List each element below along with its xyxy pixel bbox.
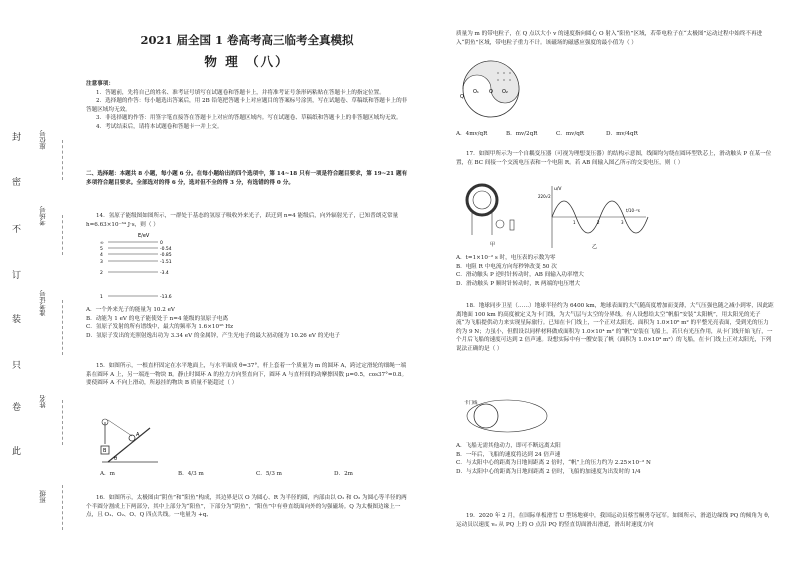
- right-column: [456, 0, 774, 562]
- karman-line-diagram: [462, 396, 552, 436]
- figure-a-tag: 甲: [490, 242, 496, 248]
- class-label: 班级: [39, 490, 47, 503]
- write-line: [62, 300, 63, 355]
- yang-region: [463, 61, 519, 103]
- q16-option-d: D．mv/4qR: [606, 131, 638, 137]
- tick-label: 2: [597, 220, 600, 225]
- level-e: -13.6: [160, 295, 172, 300]
- note-item: 2．选择题的作答：每小题选出答案后，用 2B 铅笔把答题卡上对应题目的答案标号涂黑，写在试题卷、草稿纸和答题卡上的非答题区域均无效。: [86, 98, 408, 113]
- graph-peak: 220√2: [538, 194, 551, 199]
- toroid-inner: [473, 191, 491, 209]
- binding-char: 不: [12, 225, 22, 235]
- binding-char: 此: [12, 447, 22, 457]
- q15-option-a: A．m: [100, 471, 115, 477]
- q16-option-a: A．4mv/qR: [456, 131, 488, 137]
- note-item: 3．非选择题的作答：用签字笔直接答在答题卡上对应的答题区域内。写在试题卷、草稿纸和答题卡上的非答题区域均无效。: [96, 115, 402, 122]
- orbit: [467, 400, 547, 432]
- q15-option-b: B．4/3 m: [178, 471, 204, 477]
- resistor-r: [510, 220, 514, 230]
- level-e: -1.51: [160, 260, 172, 265]
- field-dot: [503, 79, 504, 80]
- tick-label: 1: [573, 220, 576, 225]
- binding-char: 封: [12, 133, 22, 143]
- level-e: 0: [160, 241, 163, 246]
- exam-room-label: 考场号: [39, 206, 47, 226]
- field-dot: [503, 72, 504, 73]
- level-n: 4: [100, 253, 103, 258]
- q18-options: [456, 442, 774, 476]
- level-n: 2: [100, 271, 103, 276]
- admission-number-label: 准考证号: [39, 290, 47, 316]
- binding-char: 卷: [12, 403, 22, 413]
- q16-stem-right: 质量为 m 的带电粒子，在 Q 点以大小 v 的速度指向圆心 O 射入“阳鱼”区域，若带电粒子在“太极图”运动过程中始终不再进入“阴鱼”区域，带电粒子重力不计。该磁场的磁感应强度的最小值为（ ）: [456, 31, 763, 46]
- note-item: 4．考试结束后，请将本试题卷和答题卡一并上交。: [96, 123, 223, 130]
- label-o2: O₂: [502, 89, 508, 95]
- section-heading: 二、选择题：本题共 8 小题，每小题 6 分。在每小题给出的四个选项中，第 14~18 只有一项是符合题目要求，第 19~21 题有多项符合题目要求。全部选对的得 6 分，选对但不全的得 3 分，有选错的得 0 分。: [86, 171, 408, 186]
- notes: [86, 80, 408, 132]
- q17-option-a: A．t=1×10⁻² s 时，电压表的示数为零: [456, 255, 556, 261]
- q14-options: [86, 306, 408, 340]
- q14-stem: 14．氢原子能级图如图所示，一群处于基态的氢原子吸收外来光子，跃迁到 n=4 能级后，向外辐射光子，已知普朗克常量 h=6.63×10⁻³⁴ J·s，则（ ）: [86, 213, 399, 228]
- level-n: 5: [100, 247, 103, 252]
- q18-option-c: C．与太阳中心的距离为日地间距离 2 倍时，“帆”上的压力约为 2.25×10⁻² N: [456, 460, 651, 467]
- binding-char: 装: [12, 315, 22, 325]
- exam-subject: 物 理 （八）: [204, 54, 290, 69]
- label-o1: O₁: [473, 89, 479, 95]
- q16-stem-left: 16．如图所示，太极图由“阴鱼”和“阳鱼”构成，其边界是以 O 为圆心、R 为半径的圆，内部由以 O₁ 和 O₂ 为圆心等半径的两个半圆分割成上下两部分，其中上部分为“阳鱼”，下部分为“阴鱼”，“阳鱼”中有垂直纸面向外的匀强磁场。Q 为太极图边缘上一点，且 O₁、O₂、O、Q 四点共线。一电量为 +q、: [86, 495, 407, 519]
- q17-option-b: B．电阻 R 中电流方向每秒钟改变 50 次: [456, 263, 557, 270]
- graph-x-label: t/10⁻²s: [626, 208, 640, 213]
- field-dot: [497, 79, 498, 80]
- note-item: 1．答题前，先将自己的姓名、准考证号填写在试题卷和答题卡上，并将准考证号条形码粘贴在答题卡上的指定位置。: [96, 89, 385, 96]
- taiji-diagram: [460, 58, 522, 120]
- level-n: 3: [100, 260, 103, 265]
- binding-char: 只: [12, 361, 22, 371]
- notes-heading: 注意事项：: [86, 81, 114, 87]
- earth: [474, 404, 498, 428]
- label-a: A: [136, 432, 140, 438]
- q14-option-d: D．氢原子发出的光照射逸出功为 3.34 eV 的金属锌，产生光电子的最大初动能为 10.26 eV 的光电子: [86, 332, 341, 339]
- write-line: [62, 400, 63, 445]
- label-theta: θ: [114, 456, 118, 462]
- label-q: Q: [460, 94, 464, 100]
- q18-stem: 18．地球同步卫星（……）地球半径约为 6400 km，地球表面的大气随高度增加而变薄，大气压强也随之减小到零，因此距离地面 100 km 的高度被定义为卡门线，为大气层与太空的分界线。有人设想给太空“帆船”安装“太阳帆”，用太阳光的光子流“为飞船提供动力来实现星际旅行。已知在卡门线上，一个正对太阳光、面积为 1.0×10⁶ m² 的平整光亮表面，受到光的压力约为 9 N；力虽小，但假设以同样材料做成面积为 1.0×10⁴ m² 的“帆”安装在飞船上，若只有光压作用，从卡门线开始飞行，一个月后飞船的速度可达到 2 倍声速。设想实际中有一艘安装了帆（面积为 1.0×10⁴ m²）的飞船，在卡门线上正对太阳光，下列说法正确的是（ ）: [456, 303, 774, 352]
- q19-stem: 19．2020 年 2 月，在国际单板滑雪 U 型场地赛中，我国运动员蔡雪桐勇夺冠军。如图所示，滑道边缘线 PQ 的倾角为 θ，运动员以速度 v₀ 从 PQ 上的 O 点沿 PQ 的竖直切面滑出滑道，滑出时速度方向: [456, 513, 774, 528]
- label-b: B: [103, 448, 107, 454]
- autotransformer-diagram: [460, 180, 530, 250]
- q14-option-b: B．动能为 1 eV 的电子能使处于 n=4 能级的氢原子电离: [86, 315, 229, 322]
- seat-number-label: 座位号: [39, 130, 47, 150]
- left-column: [86, 0, 408, 562]
- q15-option-c: C．5/3 m: [256, 471, 282, 477]
- write-line: [62, 215, 63, 255]
- graph-y-label: u/V: [554, 187, 562, 192]
- field-dot: [497, 72, 498, 73]
- q17-stem: 17．如图甲所示为一个自耦变压器（可视为理想变压器）的结构示意图，线圈均匀绕在圆环型铁芯上，滑动触头 P 在某一位置，在 BC 间接一个交流电压表和一个电阻 R。若 AB 间输入图乙所示的交变电压，则（ ）: [456, 151, 772, 166]
- q15-option-d: D．2m: [334, 471, 353, 477]
- energy-axis-label: E/eV: [138, 233, 150, 239]
- karman-line-label: 卡门线: [464, 401, 478, 406]
- energy-level-diagram: [98, 230, 178, 300]
- level-e: -0.54: [160, 247, 172, 252]
- write-line: [62, 485, 63, 530]
- binding-char: 订: [12, 271, 22, 281]
- tick-label: 3: [621, 220, 624, 225]
- q18-option-a: A．飞船无需其他动力，即可不断远离太阳: [456, 443, 561, 449]
- q18-option-b: B．一年后，飞船的速度将达到 24 倍声速: [456, 451, 561, 458]
- q15-stem: 15．如图所示，一根直杆固定在水平地面上，与水平面成 θ=37°，杆上套着一个质量为 m 的圆环 A，跨过定滑轮的细绳一端系在圆环 A 上，另一端连一物块 B。静止时圆环 A 的拉力方向竖直向下，圆环 A 与直杆间的动摩擦因数 μ=0.5，cos37°=0.8。要使圆环 A 不向上滑动，所悬挂的物块 B 质量不能超过（ ）: [86, 363, 408, 387]
- toroid-core: [467, 185, 497, 215]
- level-e: -0.85: [160, 253, 172, 258]
- field-dot: [509, 79, 510, 80]
- rope: [108, 420, 132, 436]
- level-e: -3.4: [160, 271, 169, 276]
- figure-b-tag: 乙: [592, 244, 598, 250]
- exam-title: 2021 届全国 1 卷高考高三临考全真模拟: [140, 33, 354, 47]
- voltage-graph: [538, 182, 650, 252]
- q14-option-c: C．氢原子发射的所有谱线中，最大的频率为 1.6×10¹⁶ Hz: [86, 324, 234, 331]
- q17-option-c: C．滑动触头 P 逆时针转动时，AB 间输入功率增大: [456, 272, 584, 279]
- incline-rod-diagram: [100, 414, 160, 466]
- q17-option-d: D．滑动触头 P 顺时针转动时，R 两端的电压增大: [456, 280, 581, 287]
- q16-option-b: B．mv/2qR: [506, 131, 538, 137]
- write-line: [62, 140, 63, 180]
- binding-char: 密: [12, 178, 22, 188]
- q17-options: [456, 254, 774, 288]
- name-label: 姓名: [39, 395, 47, 408]
- q14-option-a: A．一个外来光子的能量为 10.2 eV: [86, 307, 175, 313]
- field-dot: [509, 72, 510, 73]
- voltmeter: [496, 220, 504, 228]
- level-n: 1: [100, 295, 103, 300]
- binding-margin: [0, 0, 76, 562]
- q16-option-c: C．mv/qR: [556, 131, 585, 137]
- q18-option-d: D．与太阳中心的距离为日地间距离 2 倍时，飞船的加速度为出发时的 1/4: [456, 468, 641, 475]
- level-n: ∞: [100, 241, 104, 246]
- label-o: O: [489, 89, 493, 95]
